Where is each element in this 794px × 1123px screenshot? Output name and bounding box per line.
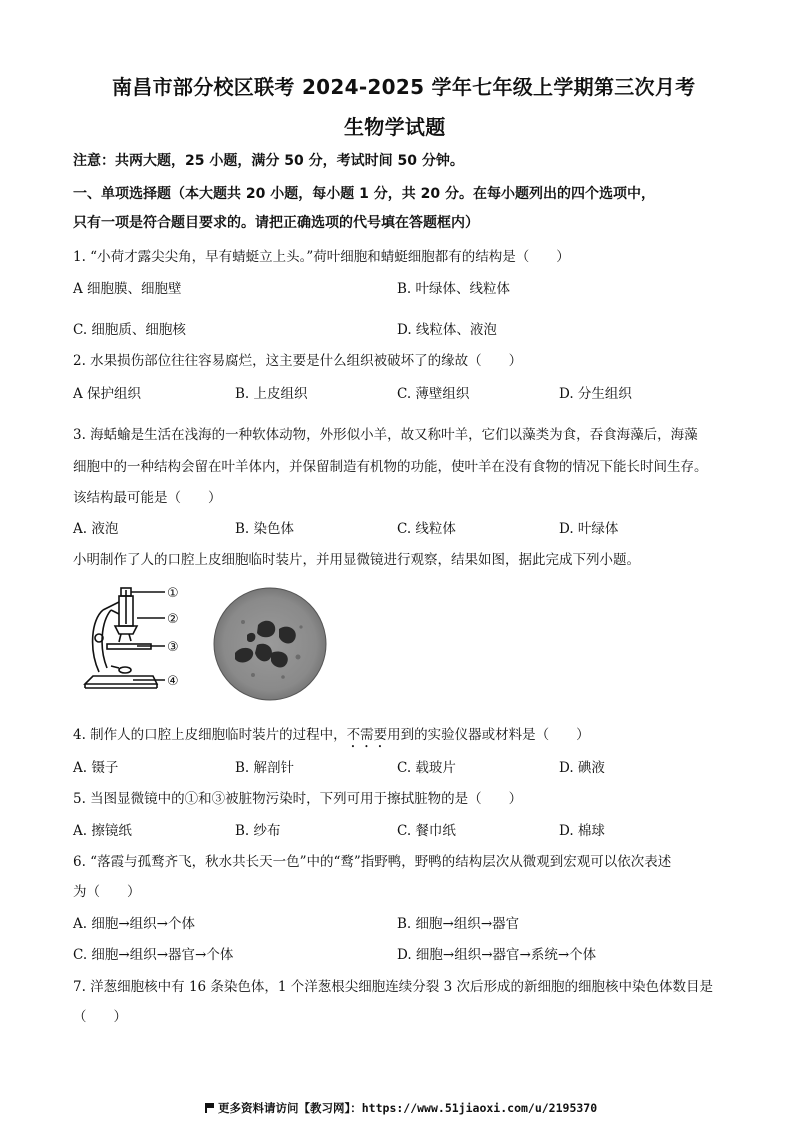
question-1-option-c: C. 细胞质、细胞核	[73, 322, 186, 338]
microscope-label-1: ①	[167, 586, 179, 601]
question-3-option-c: C. 线粒体	[397, 521, 456, 537]
question-1-option-d: D. 线粒体、液泡	[397, 322, 497, 338]
question-5-stem: 5. 当图显微镜中的①和③被脏物污染时，下列可用于擦拭脏物的是（ ）	[73, 791, 523, 807]
question-2-option-a: A 保护组织	[73, 386, 142, 402]
question-4-stem-post: 用到的实验仪器或材料是（ ）	[387, 727, 590, 743]
question-3-option-b: B. 染色体	[235, 521, 295, 537]
question-7-stem-line2: （ ）	[73, 1009, 127, 1025]
question-7-stem-line1: 7. 洋葱细胞核中有 16 条染色体，1 个洋葱根尖细胞连续分裂 3 次后形成的新细胞的细胞核中染色体数目是	[73, 979, 713, 995]
question-4-stem-emphasis: 不需要	[346, 727, 388, 743]
question-1-stem: 1. “小荷才露尖尖角，早有蜻蜓立上头。”荷叶细胞和蜻蜓细胞都有的结构是（ ）	[73, 249, 570, 265]
question-6-option-d: D. 细胞→组织→器官→系统→个体	[397, 947, 597, 963]
exam-notice: 注意：共两大题，25 小题，满分 50 分，考试时间 50 分钟。	[73, 153, 464, 169]
microscope-label-4: ④	[167, 674, 179, 689]
question-3-stem-line3: 该结构最可能是（ ）	[73, 490, 222, 506]
question-4-option-b: B. 解剖针	[235, 760, 295, 776]
question-6-stem-line2: 为（ ）	[73, 884, 141, 900]
question-1-option-b: B. 叶绿体、线粒体	[397, 281, 511, 297]
question-6-option-b: B. 细胞→组织→器官	[397, 916, 520, 932]
question-3-option-d: D. 叶绿体	[559, 521, 619, 537]
flag-icon	[205, 1103, 214, 1113]
question-4-option-d: D. 碘液	[559, 760, 605, 776]
section1-heading-line1: 一、单项选择题（本大题共 20 小题，每小题 1 分，共 20 分。在每小题列出的四个选项中，	[73, 186, 655, 202]
question-6-stem-line1: 6. “落霞与孤鹜齐飞，秋水共长天一色”中的“鹜”指野鸭，野鸭的结构层次从微观到宏观可以依次表述	[73, 854, 672, 870]
footer-text: 更多资料请访问【教习网】：https://www.51jiaoxi.com/u/2195370	[218, 1101, 598, 1115]
question-4-stem	[73, 723, 590, 751]
question-4-option-a: A. 镊子	[73, 760, 119, 776]
exam-title-line1: 南昌市部分校区联考 2024-2025 学年七年级上学期第三次月考	[112, 75, 696, 99]
microscope-label-2: ②	[167, 612, 179, 627]
question-1-option-a: A 细胞膜、细胞壁	[73, 281, 182, 297]
question-6-option-c: C. 细胞→组织→器官→个体	[73, 947, 234, 963]
question-2-option-b: B. 上皮组织	[235, 386, 308, 402]
microscope-field-of-view	[213, 587, 327, 701]
question-3-option-a: A. 液泡	[73, 521, 119, 537]
question-2-option-d: D. 分生组织	[559, 386, 632, 402]
footer-link[interactable]	[205, 1100, 597, 1116]
question-3-stem-line1: 3. 海蛞蝓是生活在浅海的一种软体动物，外形似小羊，故又称叶羊，它们以藻类为食，吞食海藻后，海藻	[73, 427, 698, 443]
question-2-option-c: C. 薄壁组织	[397, 386, 470, 402]
question-4-stem-pre: 4. 制作人的口腔上皮细胞临时装片的过程中，	[73, 727, 347, 743]
section1-heading-line2: 只有一项是符合题目要求的。请把正确选项的代号填在答题框内）	[73, 215, 479, 231]
question-3-stem-line2: 细胞中的一种结构会留在叶羊体内，并保留制造有机物的功能，使叶羊在没有食物的情况下能长时间生存。	[73, 459, 708, 475]
question-5-option-d: D. 棉球	[559, 823, 605, 839]
microscope-diagram	[73, 580, 188, 702]
question-5-option-a: A. 擦镜纸	[73, 823, 132, 839]
microscope-intro: 小明制作了人的口腔上皮细胞临时装片，并用显微镜进行观察，结果如图，据此完成下列小题。	[73, 552, 640, 568]
question-2-stem: 2. 水果损伤部位往往容易腐烂，这主要是什么组织被破坏了的缘故（ ）	[73, 353, 523, 369]
question-5-option-b: B. 纱布	[235, 823, 281, 839]
microscope-label-3: ③	[167, 640, 179, 655]
exam-title-line2: 生物学试题	[344, 115, 446, 139]
question-4-option-c: C. 载玻片	[397, 760, 456, 776]
question-6-option-a: A. 细胞→组织→个体	[73, 916, 195, 932]
question-5-option-c: C. 餐巾纸	[397, 823, 456, 839]
